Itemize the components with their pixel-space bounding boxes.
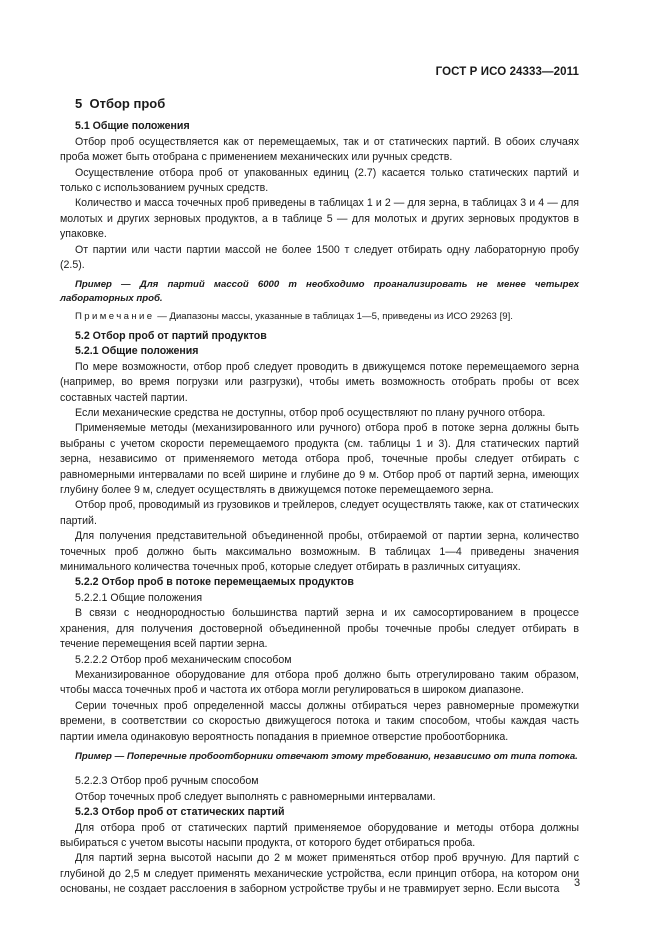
heading-5-2-2-1: 5.2.2.1 Общие положения xyxy=(75,591,203,604)
paragraph: В связи с неоднородностью большинства партий зерна и их самосортированием в процессе хранения, для получения достоверной объединенной пробы точечные пробы следует отбирать в течение перемещения всей партии зерна. xyxy=(60,607,579,651)
document-id: ГОСТ Р ИСО 24333—2011 xyxy=(435,66,579,78)
section-title-text: Отбор проб xyxy=(89,96,166,111)
heading-5-2: 5.2 Отбор проб от партий продуктов xyxy=(75,329,267,342)
paragraph: Серии точечных проб определенной массы должны отбираться через равномерные промежутки времени, в соответствии со скоростью движущегося потока и таким способом, чтобы каждая часть партии имела одинаковую вероятность попадания в приемное отверстие пробоотборника. xyxy=(60,699,579,743)
paragraph: Отбор точечных проб следует выполнять с равномерными интервалами. xyxy=(75,790,436,803)
paragraph: Осуществление отбора проб от упакованных единиц (2.7) касается только статических партий и только с использованием ручных средств. xyxy=(60,166,579,195)
heading-5-1: 5.1 Общие положения xyxy=(75,120,190,133)
heading-5-2-1: 5.2.1 Общие положения xyxy=(75,345,199,358)
page-number: 3 xyxy=(574,877,581,889)
heading-5-2-2: 5.2.2 Отбор проб в потоке перемещаемых продуктов xyxy=(75,576,354,589)
note xyxy=(60,310,579,324)
paragraph: Если механические средства не доступны, отбор проб осуществляют по плану ручного отбора. xyxy=(75,407,546,419)
section-number: 5 xyxy=(75,96,83,111)
paragraph: Механизированное оборудование для отбора проб должно быть отрегулировано таким образом, чтобы масса точечных проб и частота их отбора могли регулироваться в широком диапазоне. xyxy=(60,668,579,697)
heading-5-2-3: 5.2.3 Отбор проб от статических партий xyxy=(75,806,285,819)
paragraph: Для партий зерна высотой насыпи до 2 м может применяться отбор проб вручную. Для партий с глубиной до 2,5 м следует применять механические устройства, если принцип отбора, на котором они основаны, не создает расслоения в заборном устройстве трубы и не травмирует зерно. Если высота xyxy=(60,852,579,896)
paragraph: Для получения представительной объединенной пробы, отбираемой от партии зерна, количество точечных проб должно быть максимально возможным. В таблицах 1—4 приведены значения минимального количества точечных проб, которые следует отбирать в различных ситуациях. xyxy=(60,530,579,574)
example: Пример — Для партий массой 6000 т необходимо проанализировать не менее четырех лабораторных проб. xyxy=(60,279,579,304)
paragraph: Отбор проб осуществляется как от перемещаемых, так и от статических партий. В обоих случаях проба может быть отобрана с применением механических или ручных средств. xyxy=(60,135,579,164)
heading-5-2-2-3: 5.2.2.3 Отбор проб ручным способом xyxy=(75,775,259,788)
paragraph: От партии или части партии массой не более 1500 т следует отбирать одну лабораторную пробу (2.5). xyxy=(60,243,579,272)
paragraph: По мере возможности, отбор проб следует проводить в движущемся потоке перемещаемого зерна (например, во время погрузки или разгрузки), чтобы иметь возможность отобрать пробы от всех составных частей партии. xyxy=(60,360,579,404)
paragraph: Для отбора проб от статических партий применяемое оборудование и методы отбора должны выбираться с учетом высоты насыпи продукта, от которого будет отбираться проба. xyxy=(60,821,579,850)
section-title xyxy=(75,96,579,111)
note-text: — Диапазоны массы, указанные в таблицах 1—5, приведены из ИСО 29263 [9]. xyxy=(154,311,513,323)
paragraph: Применяемые методы (механизированного или ручного) отбора проб в потоке зерна должны быть выбраны с учетом скорости перемещаемого продукта (см. таблицы 1 и 3). Для статических партий зерна, независимо от применяемого метода отбора проб, точечные пробы следует отбирать с равномерными интервалами по всей ширине и глубине до 9 м. Отбор проб от партий зерна, имеющих глубину более 9 м, следует осуществлять в движущемся потоке перемещаемого зерна. xyxy=(60,422,579,497)
paragraph: Отбор проб, проводимый из грузовиков и трейлеров, следует осуществлять также, как от статических партий. xyxy=(60,499,579,527)
heading-5-2-2-2: 5.2.2.2 Отбор проб механическим способом xyxy=(75,653,292,666)
note-label: Примечание xyxy=(75,311,155,323)
paragraph: Количество и масса точечных проб приведены в таблицах 1 и 2 — для зерна, в таблицах 3 и 4 — для молотых и других зерновых продуктов, а в таблице 5 — для молотых и других зерновых продуктов в упаковке. xyxy=(60,197,579,241)
example: Пример — Поперечные пробоотборники отвечают этому требованию, независимо от типа потока. xyxy=(75,750,578,762)
page-content xyxy=(60,96,579,898)
